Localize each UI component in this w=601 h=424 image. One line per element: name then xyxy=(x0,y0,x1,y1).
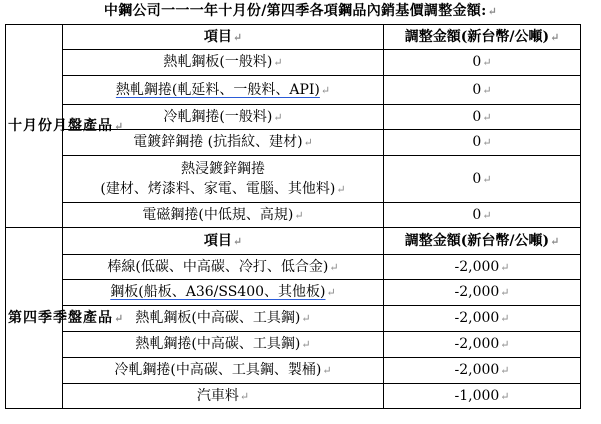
item-cell xyxy=(63,50,384,76)
paragraph-mark-icon: ↵ xyxy=(500,260,510,274)
amount-cell xyxy=(384,332,581,358)
paragraph-mark-icon: ↵ xyxy=(301,312,311,325)
table-row xyxy=(6,203,581,228)
header-amount-text: 調整金額(新台幣/公噸) xyxy=(404,28,550,45)
table-row xyxy=(6,76,581,105)
item-text: 熱軋鋼捲(軋延料、一般料、API) xyxy=(115,81,320,98)
item-text: 汽車料 xyxy=(196,387,239,404)
paragraph-mark-icon: ↵ xyxy=(482,208,492,222)
amount-text: -2,000 xyxy=(454,258,500,275)
table-row xyxy=(6,280,581,306)
item-cell xyxy=(63,280,384,306)
column-header-amount xyxy=(384,228,581,255)
paragraph-mark-icon: ↵ xyxy=(326,286,336,299)
paragraph-mark-icon: ↵ xyxy=(322,364,332,377)
item-text-line1: 熱浸鍍鋅鋼捲 xyxy=(181,160,265,177)
table-row xyxy=(6,332,581,358)
amount-cell xyxy=(384,280,581,306)
amount-text: 0 xyxy=(472,81,482,98)
item-text: 電鍍鋅鋼捲 (抗指紋、建材) xyxy=(133,134,303,150)
amount-text: 0 xyxy=(472,134,482,150)
paragraph-mark-icon: ↵ xyxy=(500,338,510,351)
header-amount-text: 調整金額(新台幣/公噸) xyxy=(404,232,550,249)
paragraph-mark-icon: ↵ xyxy=(550,30,560,44)
paragraph-mark-icon: ↵ xyxy=(273,56,283,69)
amount-cell xyxy=(384,384,581,409)
amount-cell xyxy=(384,156,581,203)
paragraph-mark-icon: ↵ xyxy=(482,83,492,97)
item-cell xyxy=(63,255,384,280)
item-text: 鋼板(船板、A36/SS400、其他板) xyxy=(110,284,326,300)
section-label-text: 第四季季盤產品 xyxy=(8,309,113,326)
paragraph-mark-icon: ↵ xyxy=(500,312,510,325)
amount-text: 0 xyxy=(472,54,482,70)
paragraph-mark-icon: ↵ xyxy=(482,110,492,124)
amount-text: 0 xyxy=(472,108,482,125)
item-text: 冷軋鋼捲(一般料) xyxy=(163,108,273,125)
amount-text: -2,000 xyxy=(454,362,500,378)
item-text: 熱軋鋼板(中高碳、工具鋼) xyxy=(135,310,301,326)
item-cell xyxy=(63,156,384,203)
item-text: 熱軋鋼捲(中高碳、工具鋼) xyxy=(135,336,301,352)
paragraph-mark-icon: ↵ xyxy=(550,234,560,248)
table-row xyxy=(6,358,581,384)
paragraph-mark-icon: ↵ xyxy=(500,389,510,403)
item-text-line2: (建材、烤漆料、家電、電腦、其他料) xyxy=(100,180,336,197)
item-text: 棒線(低碳、中高碳、冷打、低合金) xyxy=(107,258,329,275)
item-cell xyxy=(63,332,384,358)
column-header-item xyxy=(63,25,384,50)
table-row xyxy=(6,50,581,76)
document-title xyxy=(0,0,601,24)
amount-text: -2,000 xyxy=(454,284,500,300)
amount-cell xyxy=(384,358,581,384)
paragraph-mark-icon: ↵ xyxy=(239,389,250,403)
item-text: 電磁鋼捲(中低規、高規) xyxy=(142,206,294,223)
price-adjustment-table xyxy=(5,24,581,409)
column-header-amount xyxy=(384,25,581,50)
paragraph-mark-icon: ↵ xyxy=(329,260,339,274)
item-text: 熱軋鋼板(一般料) xyxy=(163,54,273,70)
paragraph-mark-icon: ↵ xyxy=(500,286,510,299)
item-cell xyxy=(63,76,384,105)
item-cell xyxy=(63,358,384,384)
paragraph-mark-icon: ↵ xyxy=(232,30,243,44)
paragraph-mark-icon: ↵ xyxy=(303,136,313,149)
section-label-monthly xyxy=(6,25,125,228)
section-header-row xyxy=(6,25,581,50)
amount-cell xyxy=(384,76,581,105)
amount-text: -2,000 xyxy=(454,336,500,352)
header-item-text: 項目 xyxy=(203,28,232,45)
paragraph-mark-icon: ↵ xyxy=(320,83,331,97)
document-title-text: 中鋼公司一一一年十月份/第四季各項鋼品內銷基價調整金額: xyxy=(103,3,487,19)
paragraph-mark-icon: ↵ xyxy=(294,208,304,222)
amount-cell xyxy=(384,203,581,228)
table-row xyxy=(6,255,581,280)
paragraph-mark-icon: ↵ xyxy=(482,136,492,149)
header-item-text: 項目 xyxy=(203,232,232,249)
paragraph-mark-icon: ↵ xyxy=(482,56,492,69)
item-text: 冷軋鋼捲(中高碳、工具鋼、製桶) xyxy=(114,362,322,378)
table-row xyxy=(6,384,581,409)
paragraph-mark-icon: ↵ xyxy=(114,119,125,133)
amount-text: -1,000 xyxy=(454,387,500,404)
item-cell xyxy=(63,203,384,228)
paragraph-mark-icon: ↵ xyxy=(336,182,346,196)
paragraph-mark-icon: ↵ xyxy=(482,172,492,186)
section-label-quarterly xyxy=(6,228,125,409)
section-label-text: 十月份月盤產品 xyxy=(8,117,113,134)
amount-text: 0 xyxy=(472,170,482,187)
item-cell xyxy=(63,384,384,409)
amount-cell xyxy=(384,50,581,76)
paragraph-mark-icon: ↵ xyxy=(273,110,283,124)
paragraph-mark-icon: ↵ xyxy=(114,311,125,325)
paragraph-mark-icon: ↵ xyxy=(232,234,243,248)
table-row xyxy=(6,156,581,203)
column-header-item xyxy=(63,228,384,255)
amount-cell xyxy=(384,105,581,130)
amount-text: 0 xyxy=(472,206,482,223)
amount-cell xyxy=(384,130,581,156)
paragraph-mark-icon: ↵ xyxy=(487,5,498,18)
paragraph-mark-icon: ↵ xyxy=(500,364,510,377)
paragraph-mark-icon: ↵ xyxy=(301,338,311,351)
amount-text: -2,000 xyxy=(454,310,500,326)
section-header-row xyxy=(6,228,581,255)
amount-cell xyxy=(384,306,581,332)
amount-cell xyxy=(384,255,581,280)
